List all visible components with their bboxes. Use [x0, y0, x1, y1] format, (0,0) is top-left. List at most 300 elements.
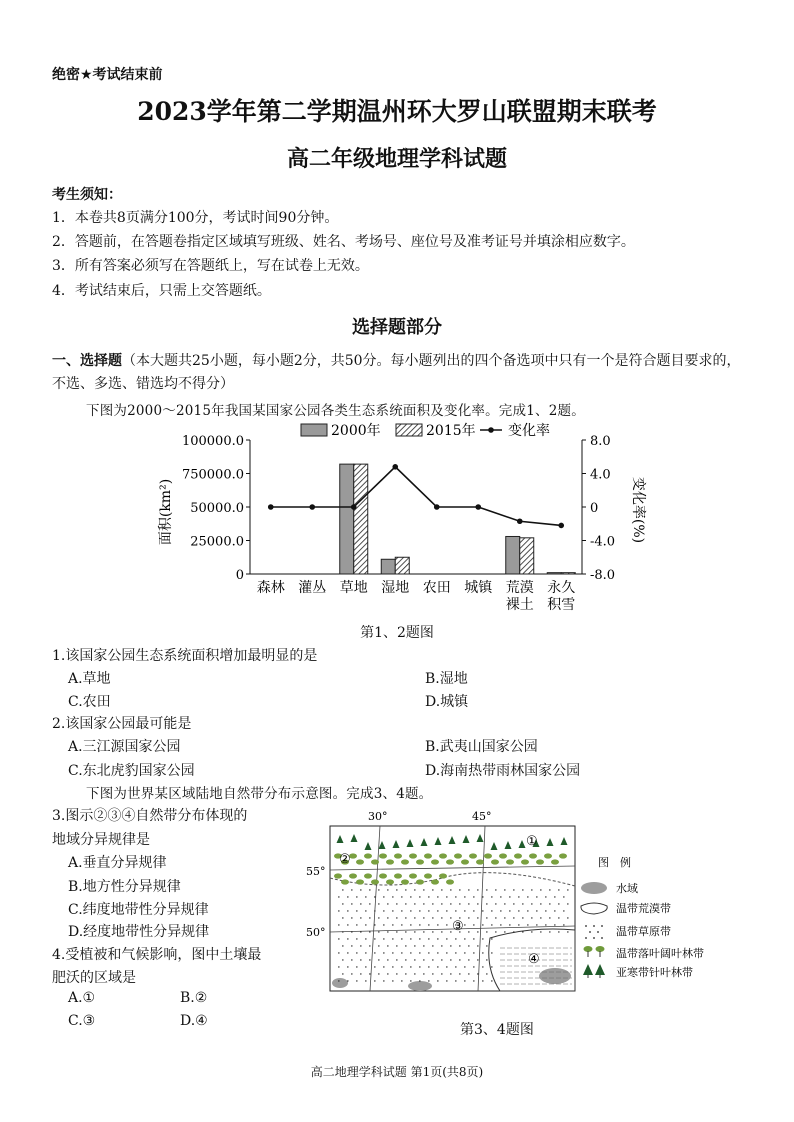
steppe-dot — [378, 973, 379, 974]
steppe-dot — [464, 924, 465, 925]
steppe-dot — [464, 910, 465, 911]
y2-tick-label: -8.0 — [590, 568, 616, 583]
steppe-dot — [468, 917, 469, 918]
broadleaf-tree — [446, 859, 454, 864]
legend-label: 2015年 — [426, 423, 476, 439]
steppe-dot — [486, 945, 487, 946]
broadleaf-tree — [544, 853, 552, 858]
legend-label: 温带荒漠带 — [616, 902, 671, 915]
steppe-dot — [549, 889, 550, 890]
steppe-dot — [405, 931, 406, 932]
steppe-dot — [342, 973, 343, 974]
steppe-dot — [486, 931, 487, 932]
broadleaf-tree — [386, 859, 394, 864]
steppe-dot — [545, 910, 546, 911]
steppe-dot — [423, 931, 424, 932]
bar-2015 — [520, 538, 534, 574]
steppe-dot — [401, 980, 402, 981]
steppe-dot — [459, 903, 460, 904]
steppe-dot — [401, 966, 402, 967]
broadleaf-tree — [394, 873, 402, 878]
steppe-dot — [351, 889, 352, 890]
steppe-dot — [428, 896, 429, 897]
steppe-dot — [522, 931, 523, 932]
steppe-dot — [446, 980, 447, 981]
steppe-dot — [423, 973, 424, 974]
x-tick-label: 裸土 — [505, 597, 534, 613]
steppe-dot — [518, 924, 519, 925]
broadleaf-tree — [469, 853, 477, 858]
steppe-dot — [414, 917, 415, 918]
steppe-dot — [432, 917, 433, 918]
steppe-dot — [392, 896, 393, 897]
option-c[interactable]: C.东北虎豹国家公园 — [68, 763, 195, 779]
steppe-dot — [482, 910, 483, 911]
broadleaf-tree — [424, 873, 432, 878]
steppe-dot — [486, 959, 487, 960]
steppe-dot — [347, 924, 348, 925]
steppe-dot — [441, 917, 442, 918]
option-a[interactable]: A.三江源国家公园 — [68, 739, 181, 755]
broadleaf-tree — [379, 873, 387, 878]
steppe-dot — [423, 959, 424, 960]
option-b[interactable]: B.② — [180, 990, 208, 1006]
steppe-swatch — [585, 925, 603, 939]
rate-point — [475, 504, 481, 510]
broadleaf-tree — [439, 853, 447, 858]
steppe-dot — [410, 938, 411, 939]
broadleaf-tree — [506, 859, 514, 864]
steppe-dot — [356, 896, 357, 897]
steppe-dot — [437, 952, 438, 953]
steppe-dot — [432, 945, 433, 946]
broadleaf-tree — [476, 859, 484, 864]
broadleaf-tree — [439, 873, 447, 878]
steppe-dot — [536, 924, 537, 925]
steppe-dot — [387, 959, 388, 960]
steppe-dot — [405, 945, 406, 946]
steppe-dot — [378, 917, 379, 918]
steppe-dot — [365, 938, 366, 939]
steppe-dot — [509, 910, 510, 911]
steppe-dot — [392, 980, 393, 981]
confidential-label: 绝密★考试结束前 — [52, 67, 163, 83]
steppe-dot — [369, 889, 370, 890]
bar-2015 — [395, 557, 409, 574]
y-tick-label: 50000.0 — [190, 501, 244, 516]
steppe-dot — [518, 896, 519, 897]
steppe-dot — [383, 966, 384, 967]
steppe-dot — [347, 910, 348, 911]
section-title: 选择题部分 — [352, 317, 442, 338]
option-c[interactable]: C.③ — [68, 1013, 96, 1029]
y2-tick-label: 8.0 — [590, 434, 611, 449]
steppe-dot — [396, 931, 397, 932]
steppe-dot — [473, 966, 474, 967]
steppe-dot — [554, 896, 555, 897]
steppe-dot — [513, 917, 514, 918]
rate-point — [392, 464, 398, 470]
steppe-dot — [365, 952, 366, 953]
steppe-dot — [342, 931, 343, 932]
broadleaf-tree — [349, 873, 357, 878]
steppe-dot — [419, 910, 420, 911]
y-tick-label: 0 — [235, 568, 244, 583]
steppe-dot — [378, 931, 379, 932]
steppe-dot — [441, 973, 442, 974]
conifer-swatch — [583, 964, 605, 978]
steppe-dot — [360, 945, 361, 946]
option-c[interactable]: C.纬度地带性分异规律 — [68, 902, 209, 918]
steppe-dot — [522, 889, 523, 890]
option-d[interactable]: D.④ — [180, 1013, 208, 1029]
steppe-dot — [356, 938, 357, 939]
steppe-dot — [450, 973, 451, 974]
x-tick-label: 城镇 — [464, 580, 493, 596]
steppe-dot — [378, 945, 379, 946]
steppe-dot — [459, 889, 460, 890]
steppe-dot — [446, 966, 447, 967]
steppe-dot — [401, 896, 402, 897]
steppe-dot — [410, 924, 411, 925]
y2-tick-label: 0 — [590, 501, 599, 516]
steppe-dot — [522, 917, 523, 918]
steppe-dot — [410, 952, 411, 953]
steppe-dot — [369, 973, 370, 974]
steppe-dot — [504, 931, 505, 932]
steppe-dot — [369, 903, 370, 904]
steppe-dot — [401, 938, 402, 939]
steppe-dot — [419, 938, 420, 939]
steppe-dot — [401, 910, 402, 911]
steppe-dot — [437, 980, 438, 981]
steppe-dot — [338, 910, 339, 911]
steppe-dot — [477, 889, 478, 890]
water-swatch — [581, 882, 607, 894]
steppe-dot — [504, 917, 505, 918]
steppe-dot — [374, 910, 375, 911]
steppe-dot — [432, 889, 433, 890]
steppe-dot — [504, 903, 505, 904]
x-tick-label: 永久 — [547, 580, 576, 596]
steppe-dot — [428, 938, 429, 939]
steppe-dot — [419, 980, 420, 981]
steppe-dot — [464, 938, 465, 939]
exam-title: 2023学年第二学期温州环大罗山联盟期末联考 — [137, 97, 657, 126]
steppe-dot — [477, 917, 478, 918]
note-item: 2．答题前，在答题卷指定区域填写班级、姓名、考场号、座位号及准考证号并填涂相应数字。 — [52, 234, 635, 250]
steppe-dot — [347, 896, 348, 897]
steppe-dot — [455, 896, 456, 897]
question-stem: 地域分异规律是 — [52, 832, 150, 848]
steppe-dot — [563, 924, 564, 925]
broadleaf-tree — [521, 859, 529, 864]
option-d[interactable]: D.海南热带雨林国家公园 — [425, 763, 581, 779]
broadleaf-tree — [341, 879, 349, 884]
steppe-dot — [338, 966, 339, 967]
steppe-dot — [558, 931, 559, 932]
rate-point — [309, 504, 315, 510]
steppe-dot — [473, 896, 474, 897]
steppe-dot — [477, 931, 478, 932]
steppe-dot — [545, 896, 546, 897]
steppe-dot — [468, 889, 469, 890]
steppe-dot — [486, 917, 487, 918]
legend-label: 温带草原带 — [616, 925, 671, 938]
steppe-dot — [356, 924, 357, 925]
steppe-dot — [338, 896, 339, 897]
steppe-dot — [410, 980, 411, 981]
steppe-dot — [414, 959, 415, 960]
steppe-dot — [365, 910, 366, 911]
steppe-dot — [500, 896, 501, 897]
steppe-dot — [347, 980, 348, 981]
steppe-dot — [432, 973, 433, 974]
steppe-dot — [392, 910, 393, 911]
steppe-dot — [374, 952, 375, 953]
question-lead: 下图为2000～2015年我国某国家公园各类生态系统面积及变化率。完成1、2题。 — [86, 403, 585, 419]
broadleaf-tree — [401, 879, 409, 884]
broadleaf-tree — [394, 853, 402, 858]
option-a[interactable]: A.草地 — [68, 671, 111, 687]
broadleaf-tree — [401, 859, 409, 864]
steppe-dot — [482, 966, 483, 967]
steppe-dot — [491, 924, 492, 925]
broadleaf-tree — [484, 853, 492, 858]
steppe-dot — [473, 938, 474, 939]
steppe-dot — [414, 973, 415, 974]
rate-point — [517, 518, 523, 524]
steppe-dot — [558, 889, 559, 890]
steppe-dot — [486, 889, 487, 890]
broadleaf-tree — [409, 853, 417, 858]
steppe-dot — [387, 903, 388, 904]
steppe-dot — [423, 917, 424, 918]
option-d[interactable]: D.城镇 — [425, 694, 469, 710]
y-tick-label: 750000.0 — [181, 467, 244, 483]
steppe-dot — [455, 910, 456, 911]
steppe-dot — [369, 917, 370, 918]
broadleaf-tree — [431, 879, 439, 884]
steppe-dot — [396, 945, 397, 946]
steppe-dot — [464, 896, 465, 897]
steppe-dot — [392, 924, 393, 925]
bar-2000 — [547, 573, 561, 574]
steppe-dot — [351, 931, 352, 932]
x-tick-label: 荒漠 — [505, 580, 534, 596]
steppe-dot — [464, 980, 465, 981]
steppe-dot — [558, 917, 559, 918]
steppe-dot — [549, 917, 550, 918]
steppe-dot — [540, 917, 541, 918]
question-stem: 1.该国家公园生态系统面积增加最明显的是 — [52, 648, 318, 664]
lat-label: 55° — [306, 865, 326, 878]
steppe-dot — [513, 889, 514, 890]
steppe-dot — [383, 924, 384, 925]
steppe-dot — [441, 931, 442, 932]
bar-2000 — [340, 464, 354, 574]
steppe-dot — [522, 903, 523, 904]
option-c[interactable]: C.农田 — [68, 694, 111, 710]
steppe-dot — [365, 924, 366, 925]
broadleaf-tree — [431, 859, 439, 864]
bar-2000 — [381, 559, 395, 574]
steppe-dot — [437, 896, 438, 897]
steppe-dot — [527, 924, 528, 925]
option-a[interactable]: A.① — [68, 990, 96, 1006]
broadleaf-tree — [446, 879, 454, 884]
steppe-dot — [473, 952, 474, 953]
question-lead: 下图为世界某区域陆地自然带分布示意图。完成3、4题。 — [86, 786, 433, 802]
steppe-dot — [410, 910, 411, 911]
question-stem: 2.该国家公园最可能是 — [52, 716, 192, 732]
option-a[interactable]: A.垂直分异规律 — [68, 855, 167, 871]
notes-heading: 考生须知： — [52, 187, 122, 203]
steppe-dot — [360, 959, 361, 960]
steppe-dot — [455, 938, 456, 939]
steppe-dot — [509, 924, 510, 925]
steppe-dot — [540, 931, 541, 932]
water-body — [332, 978, 348, 988]
steppe-dot — [410, 966, 411, 967]
steppe-dot — [527, 910, 528, 911]
rate-point — [351, 504, 357, 510]
steppe-dot — [387, 945, 388, 946]
steppe-dot — [531, 917, 532, 918]
steppe-dot — [383, 980, 384, 981]
zone-label: ① — [526, 834, 538, 849]
figure-caption: 第1、2题图 — [360, 625, 434, 641]
steppe-dot — [468, 959, 469, 960]
steppe-dot — [342, 959, 343, 960]
broadleaf-tree — [536, 859, 544, 864]
steppe-dot — [383, 910, 384, 911]
legend-swatch-2015 — [396, 424, 422, 436]
steppe-dot — [558, 903, 559, 904]
steppe-dot — [455, 952, 456, 953]
steppe-dot — [459, 973, 460, 974]
steppe-dot — [369, 945, 370, 946]
steppe-dot — [405, 973, 406, 974]
option-b[interactable]: B.武夷山国家公园 — [425, 739, 538, 755]
figure-caption: 第3、4题图 — [460, 1022, 534, 1038]
natural-zone-map — [300, 808, 720, 1008]
rate-point — [558, 523, 564, 529]
steppe-dot — [468, 903, 469, 904]
steppe-dot — [392, 938, 393, 939]
steppe-dot — [351, 917, 352, 918]
rate-point — [434, 504, 440, 510]
steppe-dot — [396, 959, 397, 960]
steppe-dot — [509, 896, 510, 897]
steppe-dot — [495, 903, 496, 904]
steppe-dot — [387, 889, 388, 890]
steppe-dot — [441, 889, 442, 890]
steppe-dot — [491, 966, 492, 967]
steppe-dot — [549, 903, 550, 904]
y2-axis-label: 变化率(%) — [630, 476, 646, 544]
steppe-dot — [482, 896, 483, 897]
steppe-dot — [410, 896, 411, 897]
legend-label: 水域 — [616, 882, 638, 895]
steppe-dot — [540, 903, 541, 904]
steppe-dot — [437, 938, 438, 939]
steppe-dot — [446, 952, 447, 953]
bar-2000 — [506, 536, 520, 574]
broadleaf-tree — [499, 853, 507, 858]
steppe-dot — [342, 917, 343, 918]
y-axis-label: 面积(km²) — [158, 478, 174, 546]
chart-bars — [340, 464, 576, 574]
water-body — [408, 981, 432, 991]
legend-label: 2000年 — [331, 423, 381, 439]
ecosystem-area-chart — [150, 420, 646, 620]
steppe-dot — [423, 945, 424, 946]
y-tick-label: 100000.0 — [181, 434, 244, 449]
x-tick-label: 草地 — [339, 580, 368, 596]
broadleaf-tree — [461, 859, 469, 864]
steppe-dot — [365, 896, 366, 897]
legend-label: 温带落叶阔叶林带 — [616, 947, 704, 960]
exam-subtitle: 高二年级地理学科试题 — [286, 146, 507, 172]
steppe-dot — [401, 924, 402, 925]
steppe-dot — [396, 889, 397, 890]
option-b[interactable]: B.湿地 — [425, 671, 468, 687]
legend-label: 亚寒带针叶林带 — [616, 966, 693, 979]
steppe-dot — [500, 924, 501, 925]
broadleaf-tree — [416, 859, 424, 864]
chart-rate-line — [268, 464, 564, 528]
steppe-dot — [414, 931, 415, 932]
steppe-dot — [351, 903, 352, 904]
broadleaf-tree — [409, 873, 417, 878]
section-text: （本大题共25小题，每小题2分，共50分。每小题列出的四个备选项中只有一个是符合题目要求的，不选、多选、错选均不得分） — [52, 353, 741, 392]
steppe-dot — [383, 896, 384, 897]
option-d[interactable]: D.经度地带性分异规律 — [68, 924, 210, 940]
steppe-dot — [491, 896, 492, 897]
steppe-dot — [477, 903, 478, 904]
broadleaf-tree — [364, 853, 372, 858]
lon-label: 45° — [472, 810, 492, 823]
option-b[interactable]: B.地方性分异规律 — [68, 879, 181, 895]
steppe-dot — [500, 910, 501, 911]
steppe-dot — [414, 945, 415, 946]
broadleaf-tree — [514, 853, 522, 858]
steppe-dot — [387, 973, 388, 974]
note-item: 1．本卷共8页满分100分，考试时间90分钟。 — [52, 210, 339, 226]
steppe-dot — [554, 924, 555, 925]
broadleaf-tree — [356, 879, 364, 884]
legend-marker — [488, 427, 494, 433]
broadleaf-tree — [551, 859, 559, 864]
steppe-dot — [419, 924, 420, 925]
steppe-dot — [396, 973, 397, 974]
steppe-dot — [360, 917, 361, 918]
steppe-dot — [446, 938, 447, 939]
steppe-dot — [356, 952, 357, 953]
steppe-dot — [437, 910, 438, 911]
steppe-dot — [360, 931, 361, 932]
desert-swatch — [581, 903, 607, 914]
steppe-dot — [482, 980, 483, 981]
steppe-dot — [342, 945, 343, 946]
steppe-dot — [531, 931, 532, 932]
steppe-dot — [342, 889, 343, 890]
section-label: 一、选择题 — [52, 353, 122, 369]
zone-label: ③ — [452, 919, 464, 934]
steppe-dot — [396, 903, 397, 904]
steppe-dot — [536, 910, 537, 911]
